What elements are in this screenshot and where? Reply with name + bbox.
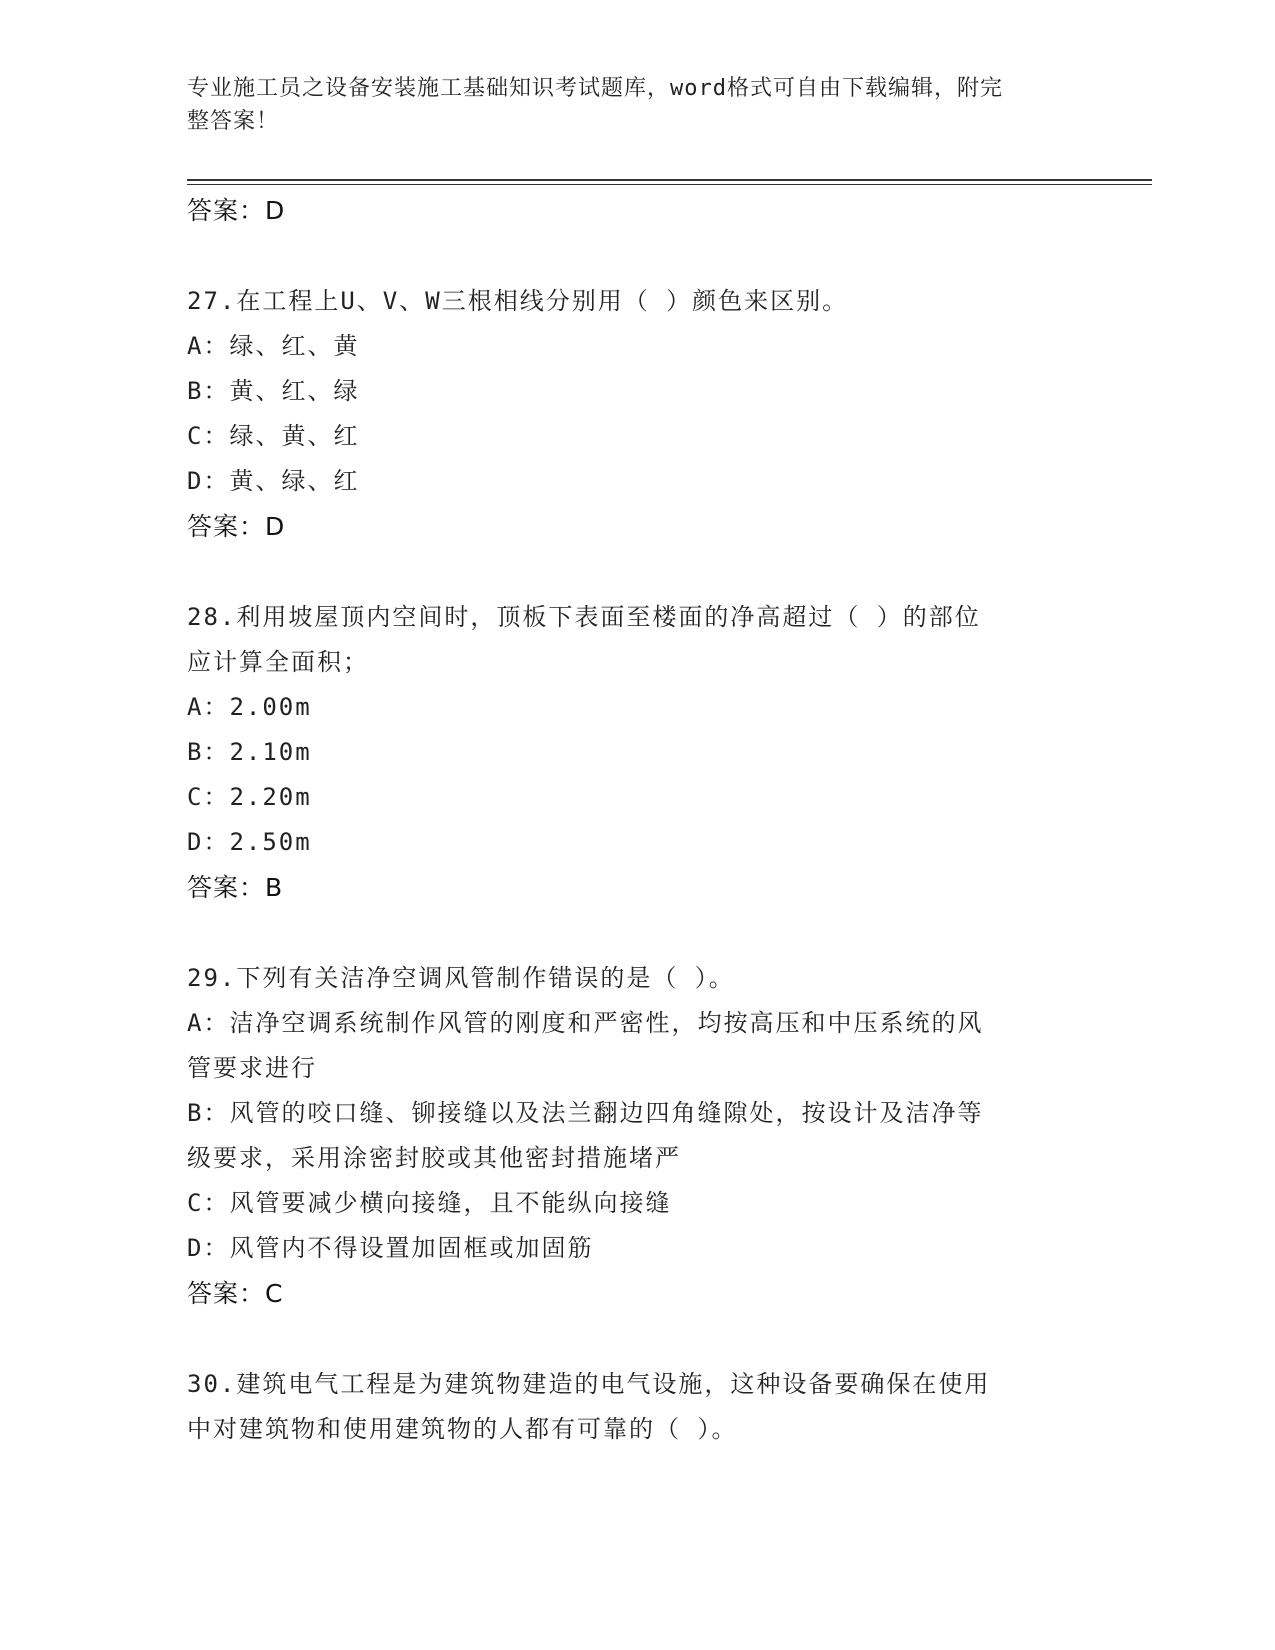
question-line: D：黄、绿、红 [187, 467, 360, 495]
question-line: 应计算全面积； [187, 648, 369, 676]
section-gap [187, 1316, 1087, 1362]
question-line: B：2.10m [187, 738, 312, 766]
question-line: 29.下列有关洁净空调风管制作错误的是（ ）。 [187, 964, 735, 992]
question-line: D：风管内不得设置加固框或加固筋 [187, 1234, 594, 1262]
question-line: C：绿、黄、红 [187, 422, 360, 450]
answer-line: 答案：D [187, 512, 286, 541]
header-divider-thin [187, 184, 1152, 185]
question-line: A：洁净空调系统制作风管的刚度和严密性，均按高压和中压系统的风 [187, 1009, 984, 1037]
question-line: C：风管要减少横向接缝，且不能纵向接缝 [187, 1189, 672, 1217]
question-line: 中对建筑物和使用建筑物的人都有可靠的（ ）。 [187, 1415, 738, 1443]
header-divider [187, 179, 1152, 181]
section-gap [187, 233, 1087, 279]
header-line-1: 专业施工员之设备安装施工基础知识考试题库，word格式可自由下载编辑，附完 [187, 76, 1003, 101]
document-header [187, 72, 1067, 138]
question-line: 级要求，采用涂密封胶或其他密封措施堵严 [187, 1144, 681, 1172]
answer-line: 答案：C [187, 1279, 284, 1308]
question-line: 28.利用坡屋顶内空间时，顶板下表面至楼面的净高超过（ ）的部位 [187, 603, 981, 631]
question-line: C：2.20m [187, 783, 312, 811]
question-line: A：2.00m [187, 693, 312, 721]
question-line: 30.建筑电气工程是为建筑物建造的电气设施，这种设备要确保在使用 [187, 1370, 991, 1398]
answer-line: 答案：B [187, 873, 284, 902]
section-gap [187, 549, 1087, 595]
question-line: B：黄、红、绿 [187, 377, 360, 405]
question-line: A：绿、红、黄 [187, 332, 360, 360]
section-gap [187, 910, 1087, 956]
header-line-2: 整答案！ [187, 109, 280, 134]
question-line: 管要求进行 [187, 1054, 317, 1082]
question-list [187, 188, 1087, 1452]
answer-line: 答案：D [187, 196, 286, 225]
question-line: 27.在工程上U、V、W三根相线分别用（ ）颜色来区别。 [187, 287, 849, 315]
question-line: D：2.50m [187, 828, 312, 856]
question-line: B：风管的咬口缝、铆接缝以及法兰翻边四角缝隙处，按设计及洁净等 [187, 1099, 984, 1127]
